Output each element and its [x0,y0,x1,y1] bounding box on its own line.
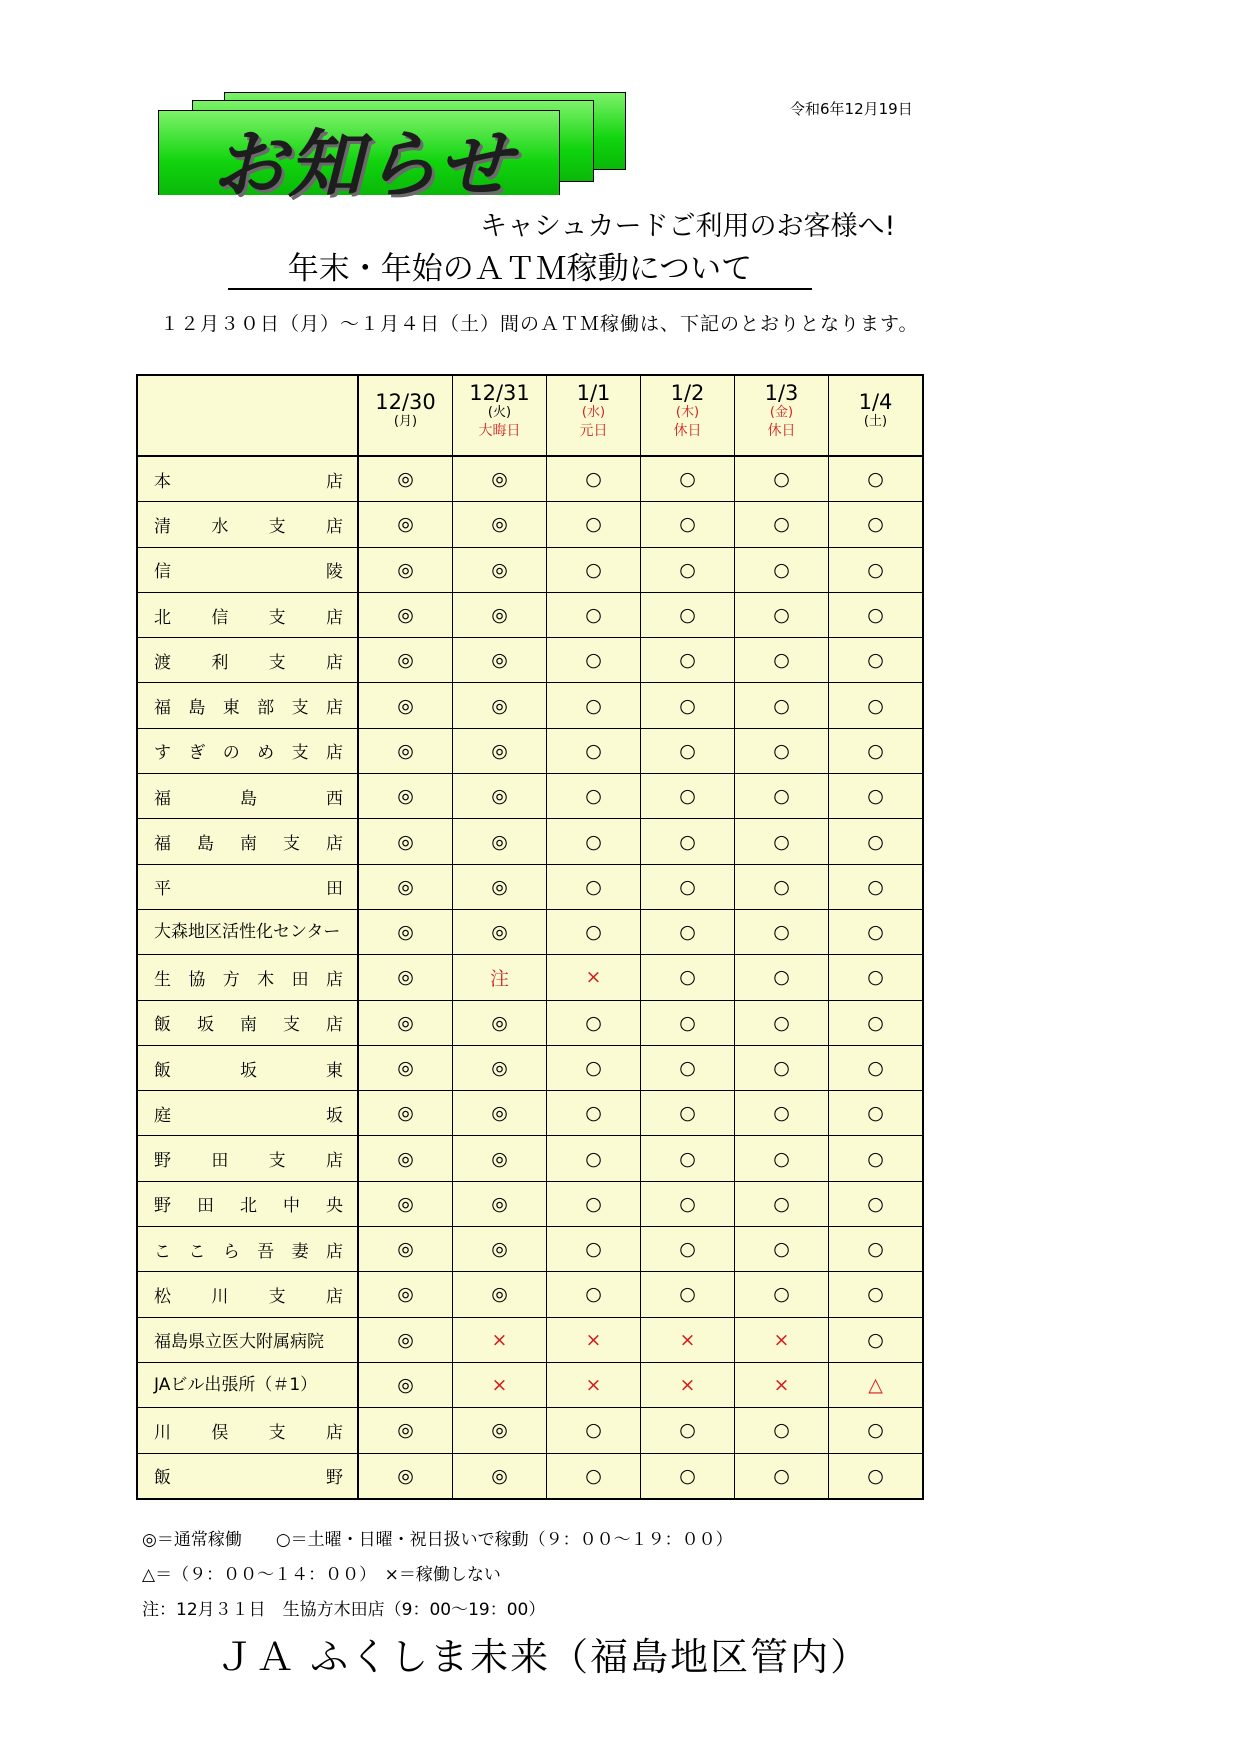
banner-title: お知らせ [212,122,514,208]
status-cell: △ [829,1362,924,1407]
header-note: 大晦日 [478,422,521,439]
status-cell: ○ [829,547,924,592]
status-cell: ○ [829,502,924,547]
status-cell: ◎ [358,955,453,1000]
branch-name [137,728,358,773]
status-cell: ○ [829,1136,924,1181]
status-cell: ○ [547,1000,641,1045]
status-cell: ○ [829,1317,924,1362]
status-cell: ○ [735,864,829,909]
branch-name [137,502,358,547]
status-cell: ○ [641,819,735,864]
status-cell: ○ [829,1000,924,1045]
status-cell: ○ [641,638,735,683]
status-cell: × [641,1317,735,1362]
header-corner [137,375,358,456]
header-weekday: (水) [581,404,606,420]
status-cell: ○ [547,638,641,683]
status-cell: ○ [641,1091,735,1136]
header-date: 12/30 [375,389,436,414]
status-cell: ○ [641,1408,735,1453]
status-cell: ◎ [358,728,453,773]
branch-name [137,1317,358,1362]
status-cell: ○ [735,1227,829,1272]
table-row [137,1272,923,1317]
status-cell: ○ [547,728,641,773]
branch-label: 松 川 支 店 [154,1286,343,1307]
status-cell: ○ [735,1181,829,1226]
header-weekday: (木) [675,404,700,420]
branch-name [137,1136,358,1181]
status-cell: ○ [735,547,829,592]
status-cell: ○ [829,1272,924,1317]
status-cell: ○ [547,1181,641,1226]
status-cell: ○ [641,502,735,547]
organization-name: ＪＡ ふくしま未来（福島地区管内） [216,1635,871,1679]
status-cell: ◎ [453,819,547,864]
status-cell: ○ [735,728,829,773]
status-cell: ◎ [453,638,547,683]
status-cell: ◎ [453,1136,547,1181]
table-row [137,1000,923,1045]
status-cell: × [547,955,641,1000]
status-cell: ○ [547,547,641,592]
status-cell: ○ [547,1272,641,1317]
header-weekday: (火) [487,404,512,420]
status-cell: ◎ [453,547,547,592]
branch-label: 野 田 支 店 [154,1151,343,1172]
status-cell: 注 [453,955,547,1000]
table-row [137,502,923,547]
status-cell: ○ [641,909,735,954]
header-date: 1/4 [858,389,893,414]
table-row [137,1362,923,1407]
header-note: 休日 [673,422,702,439]
status-cell: ◎ [358,683,453,728]
status-cell: ◎ [358,1317,453,1362]
status-cell: ◎ [453,592,547,637]
status-cell: ○ [829,864,924,909]
table-body [137,456,923,1499]
status-cell: ◎ [453,1453,547,1499]
branch-name [137,547,358,592]
status-cell: ○ [735,592,829,637]
branch-label: 飯 野 [154,1468,343,1489]
branch-label: 川 俣 支 店 [154,1422,343,1443]
status-cell: ○ [641,728,735,773]
status-cell: ◎ [453,1272,547,1317]
branch-name [137,774,358,819]
status-cell: ◎ [453,909,547,954]
status-cell: ○ [641,1227,735,1272]
status-cell: ◎ [358,456,453,502]
status-cell: ◎ [358,909,453,954]
status-cell: ○ [641,683,735,728]
table-row [137,955,923,1000]
branch-label: 野 田 北 中 央 [154,1196,343,1217]
status-cell: ○ [735,1045,829,1090]
branch-name [137,1272,358,1317]
status-cell: ◎ [358,1362,453,1407]
branch-label: 飯 坂 東 [154,1060,343,1081]
status-cell: ○ [547,1408,641,1453]
status-cell: ◎ [358,1227,453,1272]
status-cell: ○ [547,1091,641,1136]
status-cell: ○ [641,456,735,502]
header-day [735,375,829,456]
branch-name [137,909,358,954]
header-weekday: (土) [863,413,888,429]
legend-line: 注：12月３１日 生協方木田店（9：00～19：00） [142,1600,546,1620]
status-cell: ○ [641,592,735,637]
status-cell: ◎ [453,1181,547,1226]
status-cell: ○ [735,638,829,683]
status-cell: ○ [829,1408,924,1453]
status-cell: ○ [547,456,641,502]
branch-name [137,638,358,683]
table-row [137,547,923,592]
status-cell: ○ [829,728,924,773]
status-cell: ○ [641,1000,735,1045]
status-cell: ○ [547,1136,641,1181]
table-row [137,456,923,502]
status-cell: ○ [829,819,924,864]
status-cell: ○ [735,909,829,954]
table-row [137,728,923,773]
branch-name [137,1045,358,1090]
branch-label: 福 島 東 部 支 店 [154,698,343,719]
status-cell: ○ [735,955,829,1000]
table-row [137,1453,923,1499]
status-cell: ○ [641,955,735,1000]
status-cell: ○ [829,1091,924,1136]
header-date: 1/1 [576,380,611,405]
table-row [137,909,923,954]
status-cell: ○ [641,774,735,819]
table-row [137,1091,923,1136]
header-weekday: (金) [769,404,794,420]
branch-label: 渡 利 支 店 [154,652,343,673]
status-cell: ○ [547,592,641,637]
status-cell: ○ [547,909,641,954]
branch-label: 飯 坂 南 支 店 [154,1015,343,1036]
branch-name [137,819,358,864]
table-row [137,774,923,819]
header-date: 1/3 [764,380,799,405]
status-cell: ○ [735,1408,829,1453]
status-cell: ○ [829,1045,924,1090]
status-cell: ◎ [453,683,547,728]
status-cell: ○ [735,1453,829,1499]
table-row [137,638,923,683]
status-cell: ○ [829,955,924,1000]
branch-label: 平 田 [154,879,343,900]
status-cell: ○ [547,864,641,909]
status-cell: ◎ [358,1453,453,1499]
branch-label: 本 店 [154,471,343,492]
status-cell: × [735,1317,829,1362]
status-cell: ◎ [358,1272,453,1317]
header-note: 元日 [579,422,608,439]
status-cell: ○ [735,456,829,502]
status-cell: ○ [735,774,829,819]
status-cell: ◎ [453,502,547,547]
branch-name [137,1091,358,1136]
status-cell: ◎ [358,1136,453,1181]
status-cell: ○ [641,1045,735,1090]
notice-text: １２月３０日（月）～１月４日（土）間のＡＴＭ稼働は、下記のとおりとなります。 [160,313,919,335]
branch-label: 生 協 方 木 田 店 [154,969,343,990]
table-header-row [137,375,923,456]
status-cell: ○ [735,683,829,728]
status-cell: ○ [735,1000,829,1045]
status-cell: ◎ [358,1408,453,1453]
status-cell: ○ [829,683,924,728]
branch-name [137,1408,358,1453]
branch-label: 信 陵 [154,562,343,583]
table-row [137,1045,923,1090]
header-day [829,375,924,456]
status-cell: ◎ [453,774,547,819]
status-cell: ◎ [358,864,453,909]
header-date: 12/31 [469,380,530,405]
status-cell: ○ [829,592,924,637]
branch-name [137,1453,358,1499]
status-cell: ◎ [358,1000,453,1045]
status-cell: ○ [735,1091,829,1136]
legend-line: ◎＝通常稼働 ○＝土曜・日曜・祝日扱いで稼動（９：００～１９：００） [142,1530,733,1550]
branch-label: 清 水 支 店 [154,516,343,537]
table-row [137,1181,923,1226]
status-cell: ◎ [453,1091,547,1136]
header-weekday: (月) [393,413,418,429]
status-cell: × [641,1362,735,1407]
atm-schedule-table [136,374,924,1500]
branch-label: 北 信 支 店 [154,607,343,628]
header-day [547,375,641,456]
status-cell: ◎ [453,1045,547,1090]
table-row [137,1227,923,1272]
status-cell: ◎ [453,1227,547,1272]
status-cell: ○ [735,1136,829,1181]
status-cell: ○ [547,1045,641,1090]
status-cell: ○ [547,774,641,819]
status-cell: ◎ [453,456,547,502]
status-cell: ○ [641,864,735,909]
status-cell: ○ [547,502,641,547]
header-day [358,375,453,456]
branch-name [137,1362,358,1407]
branch-name [137,1181,358,1226]
branch-name [137,955,358,1000]
status-cell: ◎ [453,728,547,773]
status-cell: ○ [547,1227,641,1272]
header-day [453,375,547,456]
branch-label: こ こ ら 吾 妻 店 [154,1241,343,1262]
status-cell: × [453,1317,547,1362]
status-cell: ○ [829,638,924,683]
status-cell: ○ [641,1272,735,1317]
branch-label: す ぎ の め 支 店 [154,743,343,764]
status-cell: × [453,1362,547,1407]
branch-label: 福 島 西 [154,788,343,809]
status-cell: ◎ [453,1000,547,1045]
status-cell: ◎ [358,819,453,864]
table-row [137,1408,923,1453]
status-cell: ○ [547,819,641,864]
status-cell: ○ [829,774,924,819]
status-cell: ○ [735,502,829,547]
branch-label: 福島県立医大附属病院 [154,1332,324,1353]
table-row [137,1136,923,1181]
issue-date: 令和6年12月19日 [790,100,913,118]
table-row [137,819,923,864]
branch-name [137,1000,358,1045]
branch-name [137,683,358,728]
status-cell: × [547,1317,641,1362]
legend-line: △＝（９：００～１４：００） ×＝稼働しない [142,1565,501,1585]
page-title: 年末・年始のＡＴＭ稼動について [228,250,812,290]
branch-name [137,864,358,909]
table-row [137,1317,923,1362]
status-cell: ○ [641,1181,735,1226]
status-cell: ○ [829,909,924,954]
status-cell: ○ [829,456,924,502]
status-cell: ○ [829,1227,924,1272]
status-cell: ○ [735,1272,829,1317]
status-cell: ○ [735,819,829,864]
status-cell: ◎ [358,547,453,592]
status-cell: ○ [547,1453,641,1499]
branch-label: JAビル出張所（＃1） [154,1374,318,1395]
status-cell: ○ [829,1453,924,1499]
status-cell: × [735,1362,829,1407]
branch-label: 福 島 南 支 店 [154,834,343,855]
status-cell: ○ [641,1136,735,1181]
status-cell: ◎ [358,1045,453,1090]
branch-label: 庭 坂 [154,1105,343,1126]
status-cell: ◎ [358,592,453,637]
status-cell: ○ [829,1181,924,1226]
status-cell: ○ [641,1453,735,1499]
branch-name [137,1227,358,1272]
notice-banner [158,92,628,208]
header-note: 休日 [767,422,796,439]
status-cell: ◎ [358,1091,453,1136]
table-row [137,592,923,637]
header-day [641,375,735,456]
status-cell: ◎ [358,1181,453,1226]
branch-name [137,592,358,637]
table-row [137,864,923,909]
subheading: キャシュカードご利用のお客様へ! [480,211,896,242]
status-cell: ◎ [358,774,453,819]
status-cell: ○ [547,683,641,728]
status-cell: ○ [641,547,735,592]
status-cell: ◎ [358,638,453,683]
branch-name [137,456,358,502]
table-row [137,683,923,728]
status-cell: ◎ [358,502,453,547]
status-cell: × [547,1362,641,1407]
status-cell: ◎ [453,1408,547,1453]
branch-label: 大森地区活性化センター [154,921,341,942]
header-date: 1/2 [670,380,705,405]
status-cell: ◎ [453,864,547,909]
